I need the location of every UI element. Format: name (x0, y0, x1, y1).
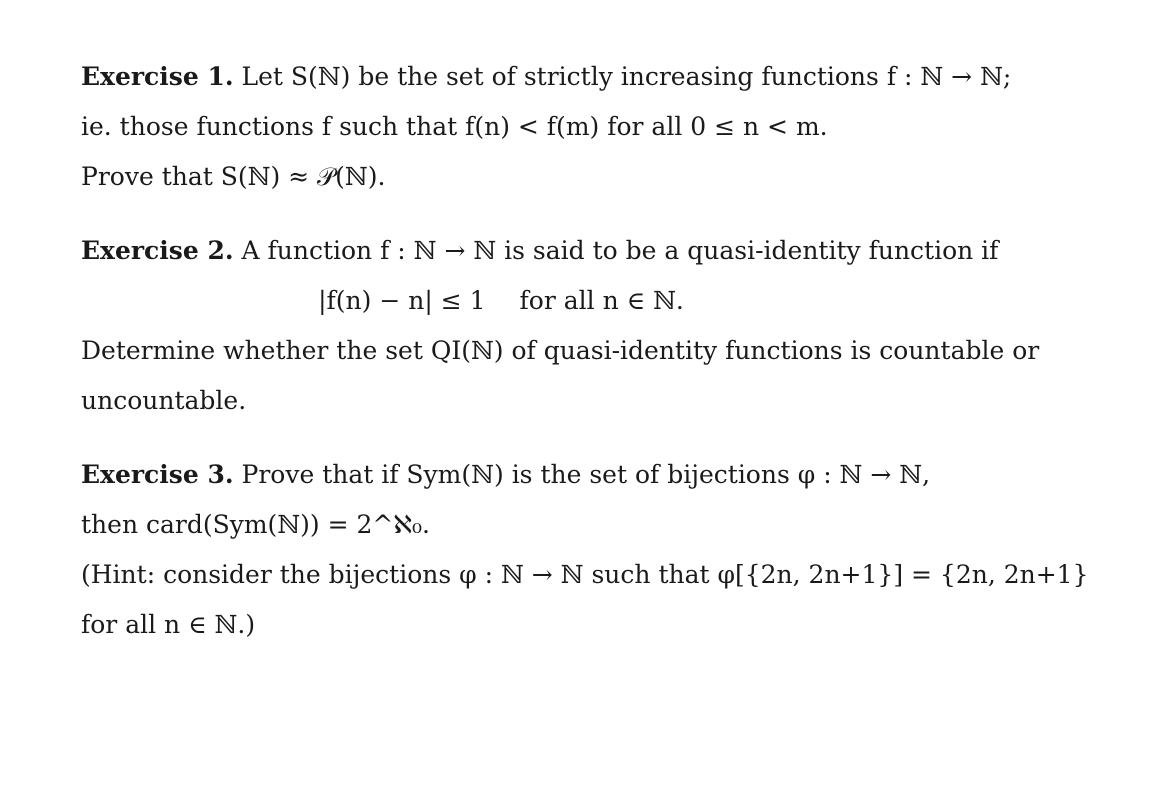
equation-condition: for all n ∈ ℕ. (519, 286, 684, 315)
exercise-3-line-4: for all n ∈ ℕ.) (81, 610, 256, 639)
exercise-1-line-1 (81, 52, 1101, 102)
exercise-2-display-equation (81, 276, 921, 326)
exercise-1-line-3: Prove that S(ℕ) ≈ 𝒫(ℕ). (81, 162, 386, 191)
spacer (81, 202, 1101, 226)
exercise-3-text-1: Prove that if Sym(ℕ) is the set of bijections φ : ℕ → ℕ, (241, 460, 931, 489)
exercise-1-text-1: Let S(ℕ) be the set of strictly increasing functions f : ℕ → ℕ; (241, 62, 1012, 91)
exercise-3-line-3: (Hint: consider the bijections φ : ℕ → ℕ such that φ[{2n, 2n+1}] = {2n, 2n+1} (81, 560, 1089, 589)
exercise-sheet (81, 52, 1101, 650)
exercise-3-line-1 (81, 450, 1101, 500)
exercise-3-line-2: then card(Sym(ℕ)) = 2^ℵ₀. (81, 510, 430, 539)
equation-formula: |f(n) − n| ≤ 1 (318, 286, 486, 315)
spacer (81, 426, 1101, 450)
exercise-2-text-1: A function f : ℕ → ℕ is said to be a quasi-identity function if (241, 236, 999, 265)
exercise-2-label: Exercise 2. (81, 236, 234, 265)
exercise-2-line-1 (81, 226, 1101, 276)
exercise-2-line-3: Determine whether the set QI(ℕ) of quasi-identity functions is countable or (81, 336, 1040, 365)
exercise-2-line-4: uncountable. (81, 386, 247, 415)
exercise-3-label: Exercise 3. (81, 460, 234, 489)
exercise-1-label: Exercise 1. (81, 62, 234, 91)
exercise-1-line-2: ie. those functions f such that f(n) < f(m) for all 0 ≤ n < m. (81, 112, 828, 141)
